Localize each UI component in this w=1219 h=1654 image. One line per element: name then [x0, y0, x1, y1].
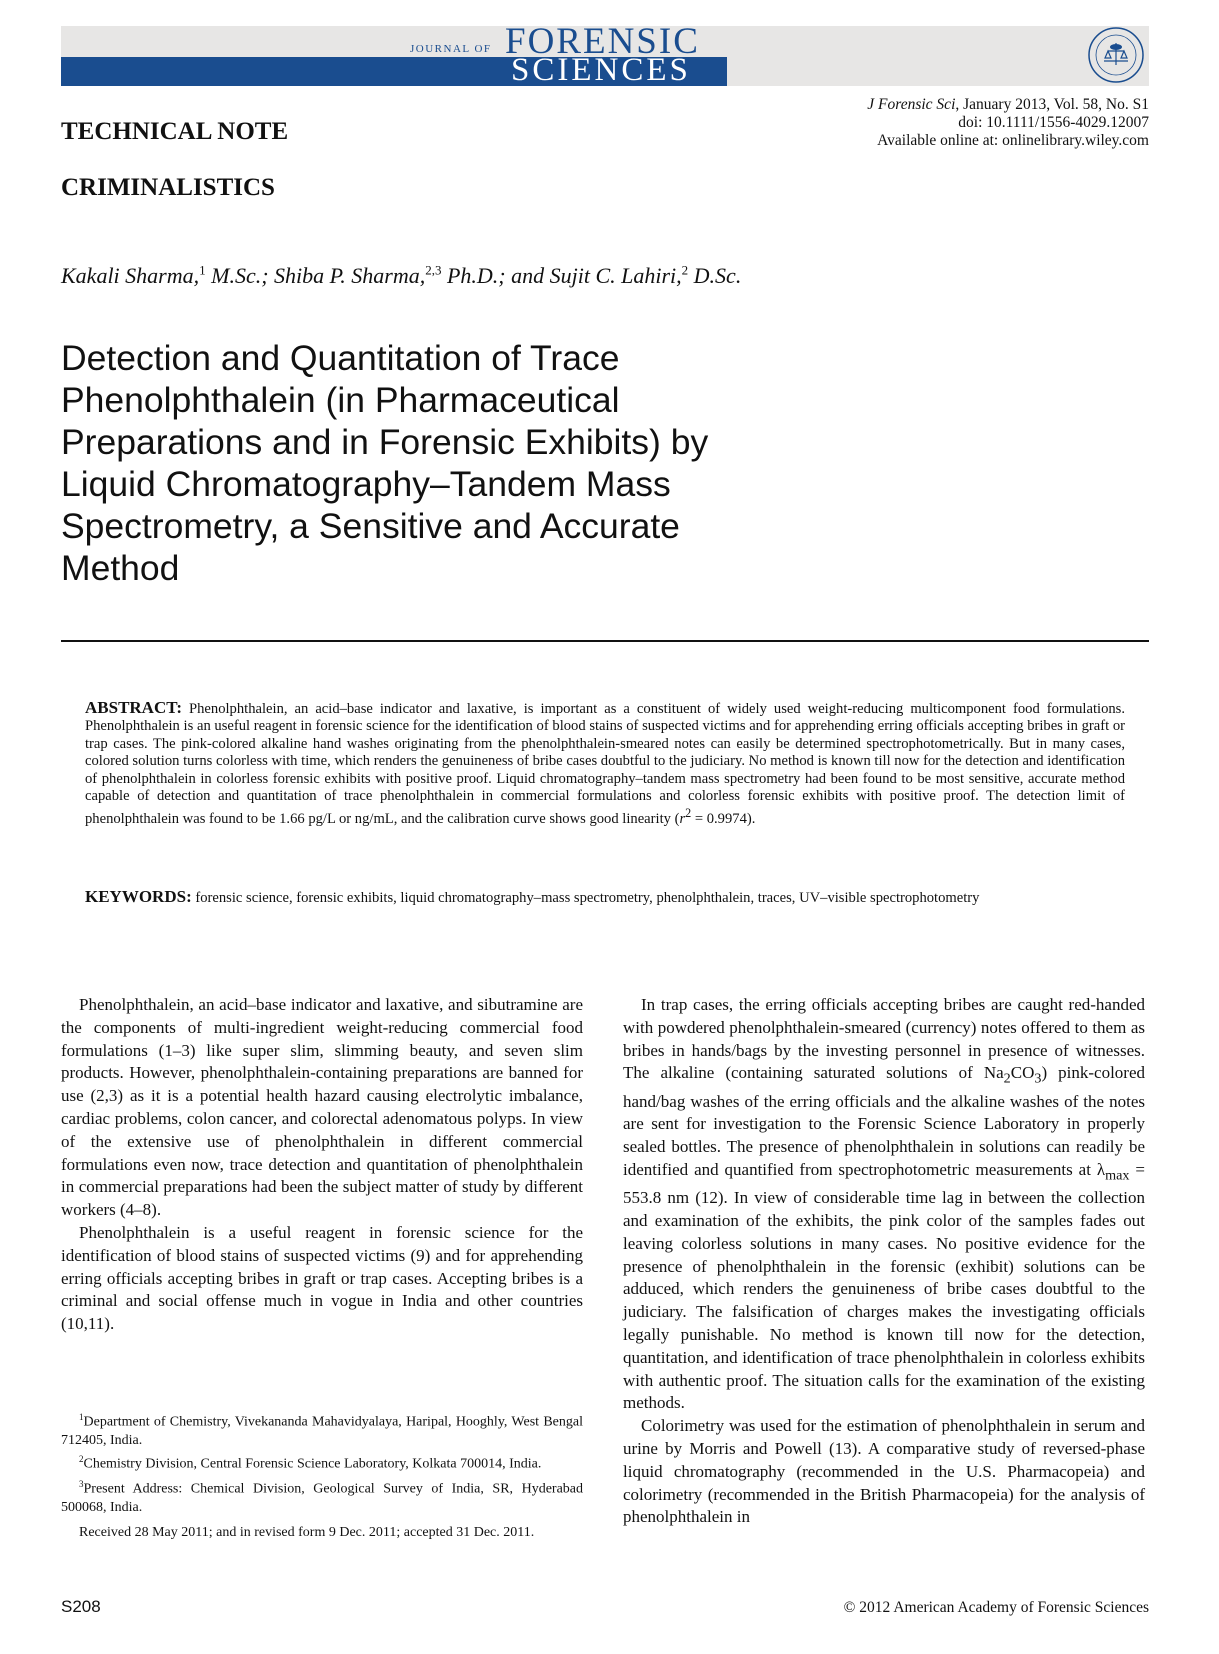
- title-line: Preparations and in Forensic Exhibits) by: [61, 422, 709, 462]
- page-number: S208: [61, 1597, 101, 1616]
- abstract-label: ABSTRACT:: [85, 698, 182, 717]
- keywords-label: KEYWORDS:: [85, 887, 192, 906]
- title-line: Liquid Chromatography–Tandem Mass: [61, 464, 671, 504]
- author-1: Kakali Sharma,$^1$ M.Sc.;: [61, 263, 275, 289]
- author-line: [61, 263, 741, 289]
- footnote: $^2$Chemistry Division, Central Forensic Science Laboratory, Kolkata 700014, India.: [79, 1454, 542, 1473]
- journal-title-forensic: FORENSIC: [505, 21, 700, 62]
- article-category: CRIMINALISTICS: [61, 174, 275, 201]
- r-value: = 0.9974).: [691, 811, 756, 828]
- title-line: Detection and Quantitation of Trace: [61, 338, 620, 378]
- citation-block: [729, 96, 1149, 150]
- citation-journal-line: [729, 96, 1149, 114]
- article-type: TECHNICAL NOTE: [61, 118, 289, 145]
- r-symbol: r: [679, 811, 686, 828]
- body-paragraph: In trap cases, the erring officials accepting bribes are caught red-handed with powdered phenolphthalein-smeared (currency) notes offered to them as bribes in hands/bags by the investing personnel in presence of witnesses. The alkaline (containing saturated solutions of $Na_2CO_3$) pink-colored hand/bag washes of the erring officials and the alkaline washes of the notes are sent for investigation to the Forensic Science Laboratory in properly sealed bottles. The presence of phenolphthalein in solutions can readily be identified and quantified from spectrophotometric measurements at $\lambda_{max} = 553.8$ nm (12). In view of considerable time lag in between the collection and examination of the exhibits, the pink color of the samples fades out leaving colorless solutions in many cases. No positive evidence for the presence of phenolphthalein in the forensic (exhibit) solutions can be adduced, which renders the genuineness of bribe cases doubtful to the judiciary. The falsification of charges makes the investigating officials legally punishable. No method is known till now for the detection, quantitation, and identification of trace phenolphthalein in colorless exhibits with authentic proof. The situation calls for the examination of the existing methods.: [623, 995, 1145, 1413]
- title-line: Phenolphthalein (in Pharmaceutical: [61, 380, 620, 420]
- journal-abbreviation: J Forensic Sci: [867, 96, 956, 113]
- author-2: Shiba P. Sharma,$^{2,3}$ Ph.D.; and: [274, 263, 550, 289]
- body-paragraph: Phenolphthalein, an acid–base indicator and laxative, and sibutramine are the components of multi-ingredient weight-reducing commercial food formulations (1–3) like super slim, slimming beauty, and seven slim products. However, phenolphthalein-containing preparations are banned for use (2,3) as it is a potential health hazard causing electrolytic imbalance, cardiac problems, colon cancer, and colorectal adenomatous polyps. In view of the extensive use of phenolphthalein in different commercial formulations even now, trace detection and quantitation of phenolphthalein in commercial preparations had been the subject matter of study by different workers (4–8).: [61, 995, 583, 1220]
- received-dates: Received 28 May 2011; and in revised form 9 Dec. 2011; accepted 31 Dec. 2011.: [79, 1525, 535, 1540]
- article-title: [61, 337, 781, 589]
- citation-available: Available online at: onlinelibrary.wiley.com: [877, 132, 1149, 149]
- keywords-text: forensic science, forensic exhibits, liquid chromatography–mass spectrometry, phenolphthalein, traces, UV–visible spectrophotometry: [195, 890, 980, 906]
- body-column-left: [61, 994, 583, 1336]
- journal-title-sciences: SCIENCES: [511, 52, 691, 88]
- journal-of-label: JOURNAL OF: [410, 43, 492, 55]
- title-divider: [61, 640, 1149, 642]
- body-paragraph: Phenolphthalein is a useful reagent in forensic science for the identification of blood stains of suspected victims (9) and for apprehending erring officials accepting bribes in graft or trap cases. Accepting bribes is a criminal and social offense much in vogue in India and other countries (10,11).: [61, 1222, 583, 1334]
- abstract-text: Phenolphthalein, an acid–base indicator and laxative, is important as a constituent of widely used weight-reducing multicomponent food formulations. Phenolphthalein is an useful reagent in forensic science for the identification of blood stains of suspected victims and for apprehending erring officials accepting bribes in graft or trap cases. The pink-colored alkaline hand washes originating from the phenolphthalein-smeared notes can easily be determined spectrophotometrically. But in many cases, colored solution turns colorless with time, which renders the genuineness of bribe cases doubtful to the judiciary. No method is known till now for the detection and identification of phenolphthalein in colorless forensic exhibits with positive proof. Liquid chromatography–tandem mass spectrometry had been found to be most sensitive, accurate method capable of detection and quantitation of trace phenolphthalein in commercial formulations and colorless forensic exhibits with positive proof. The detection limit of phenolphthalein was found to be 1.66 pg/L or ng/mL, and the calibration curve shows good linearity: [85, 701, 1125, 828]
- copyright: © 2012 American Academy of Forensic Sciences: [843, 1599, 1149, 1616]
- footnote: $^3$Present Address: Chemical Division, Geological Survey of India, SR, Hyderabad 500068, India.: [61, 1478, 583, 1515]
- abstract: ABSTRACT: Phenolphthalein, an acid–base indicator and laxative, is important as a constituent of widely used weight-reducing multicomponent food formulations. Phenolphthalein is an useful reagent in forensic science for the identification of blood stains of suspected victims and for apprehending erring officials accepting bribes in graft or trap cases. The pink-colored alkaline hand washes originating from the phenolphthalein-smeared notes can easily be determined spectrophotometrically. But in many cases, colored solution turns colorless with time, which renders the genuineness of bribe cases doubtful to the judiciary. No method is known till now for the detection and identification of phenolphthalein in colorless forensic exhibits with positive proof. Liquid chromatography–tandem mass spectrometry had been found to be most sensitive, accurate method capable of detection and quantitation of trace phenolphthalein in commercial formulations and colorless forensic exhibits with positive proof. The detection limit of phenolphthalein was found to be 1.66 pg/L or ng/mL, and the calibration curve shows good linearity $(r^2 = 0.9974)$.: [85, 698, 1125, 828]
- footnote: $^1$Department of Chemistry, Vivekananda Mahavidyalaya, Haripal, Hooghly, West Bengal 712405, India.: [61, 1412, 583, 1449]
- academy-seal-icon: [1086, 25, 1146, 85]
- title-line: Spectrometry, a Sensitive and Accurate: [61, 506, 680, 546]
- affiliation-footnotes: [61, 1408, 583, 1542]
- citation-issue: , January 2013, Vol. 58, No. S1: [955, 96, 1149, 113]
- citation-doi: doi: 10.1111/1556-4029.12007: [958, 114, 1149, 131]
- body-paragraph: Colorimetry was used for the estimation of phenolphthalein in serum and urine by Morris and Powell (13). A comparative study of reversed-phase liquid chromatography (recommended in the U.S. Pharmacopeia) and colorimetry (recommended in the British Pharmacopeia) for the analysis of phenolphthalein in: [623, 1416, 1145, 1527]
- author-3: Sujit C. Lahiri,$^2$ D.Sc.: [549, 263, 742, 289]
- body-column-right: [623, 994, 1145, 1529]
- title-line: Method: [61, 548, 180, 588]
- keywords: [85, 888, 1125, 907]
